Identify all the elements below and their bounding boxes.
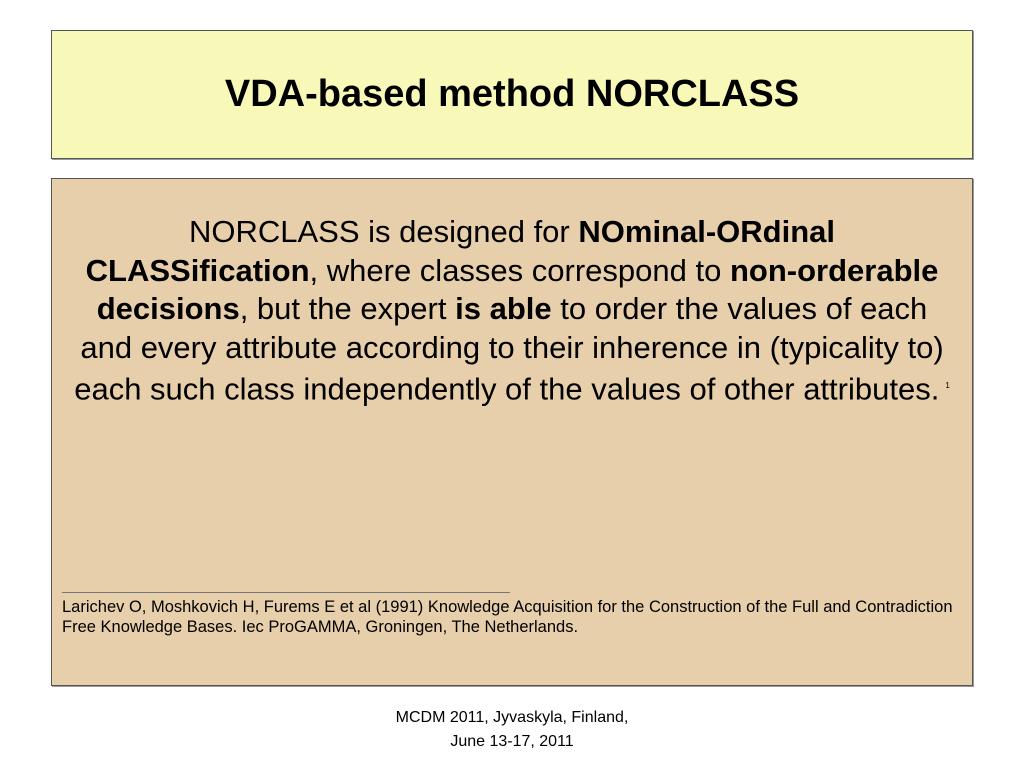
body-bold-1: NOminal-ORdinal CLASSification	[85, 214, 836, 288]
body-text-2: , where classes correspond to	[309, 252, 730, 288]
body-bold-2: non-orderable decisions	[96, 252, 939, 326]
title-box	[51, 30, 973, 159]
body-text-1: NORCLASS is designed for	[188, 214, 579, 249]
footer-line-2: June 13-17, 2011	[450, 733, 574, 750]
body-bold-3: is able	[455, 291, 552, 326]
main-paragraph	[70, 213, 954, 409]
footnote-marker: 1	[945, 381, 950, 390]
content-box	[51, 178, 973, 686]
slide-footer	[312, 706, 712, 754]
body-text-3: , but the expert	[239, 291, 456, 326]
footer-line-1: MCDM 2011, Jyvaskyla, Finland,	[395, 709, 629, 726]
body-text-4: to order the values of each and every attribute according to their inherence in (typicality to) each such class independently of the values of other attributes.	[74, 291, 944, 407]
slide-title: VDA-based method NORCLASS	[224, 73, 800, 115]
footnote-divider	[62, 592, 510, 593]
footnote-reference: Larichev O, Moshkovich H, Furems E et al (1991) Knowledge Acquisition for the Construction of the Full and Contradiction Free Knowledge Bases. Iec ProGAMMA, Groningen, The Netherlands.	[62, 598, 953, 636]
